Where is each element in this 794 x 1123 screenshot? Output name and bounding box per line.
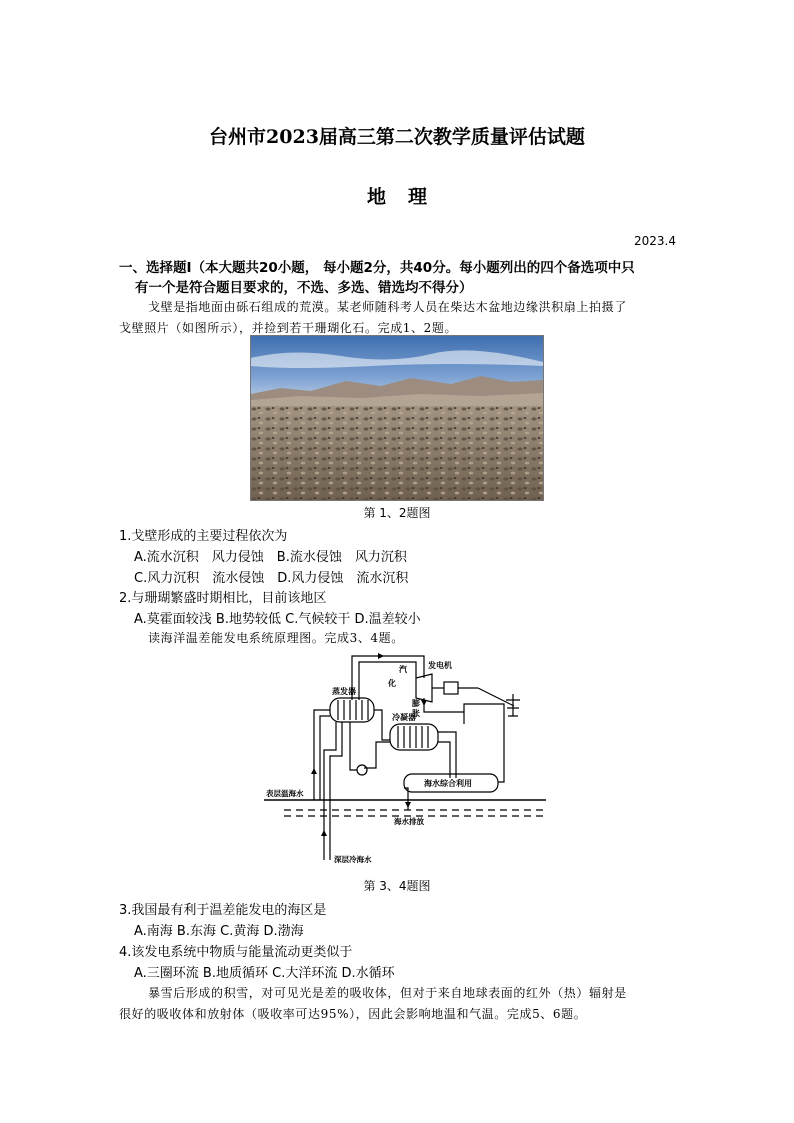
question-1-options-cd: C.风力沉积 流水侵蚀 D.风力侵蚀 流水沉积 (134, 571, 409, 586)
label-discharge: 海水排放 (394, 817, 424, 826)
label-expand2: 胀 (412, 709, 420, 718)
question-4-stem: 4.该发电系统中物质与能量流动更类似于 (119, 945, 353, 960)
gobi-photo (250, 335, 544, 501)
subject-title: 地理 (366, 186, 449, 208)
question-1-stem: 1.戈壁形成的主要过程依次为 (119, 529, 288, 544)
section-heading-line1: 一、选择题Ⅰ（本大题共20小题， 每小题2分，共40分。每小题列出的四个备选项中只 (119, 260, 635, 276)
figure2-caption: 第 3、4题图 (363, 879, 431, 893)
question-3-stem: 3.我国最有利于温差能发电的海区是 (119, 903, 327, 918)
label-surface-water: 表层温海水 (266, 789, 304, 798)
question-4-options: A.三圈环流 B.地质循环 C.大洋环流 D.水循环 (134, 966, 395, 981)
label-evaporator: 蒸发器 (332, 687, 356, 696)
label-utilization: 海水综合利用 (424, 779, 472, 788)
label-expand: 膨 (412, 699, 420, 708)
passage1-line1: 戈壁是指地面由砾石组成的荒漠。某老师随科考人员在柴达木盆地边缘洪积扇上拍摄了 (148, 300, 627, 314)
label-vapor2: 化 (388, 679, 396, 688)
figure1-caption: 第 1、2题图 (363, 506, 431, 520)
exam-date: 2023.4 (634, 234, 676, 248)
question-2-options: A.莫霍面较浅 B.地势较低 C.气候较干 D.温差较小 (134, 612, 421, 627)
passage1-line2: 戈壁照片（如图所示），并捡到若干珊瑚化石。完成1、2题。 (119, 321, 458, 335)
question-3-options: A.南海 B.东海 C.黄海 D.渤海 (134, 924, 304, 939)
passage2-line1: 读海洋温差能发电系统原理图。完成3、4题。 (148, 631, 404, 645)
section-heading-line2: 有一个是符合题目要求的，不选、多选、错选均不得分） (135, 280, 473, 296)
exam-title: 台州市2023届高三第二次教学质量评估试题 (209, 126, 585, 148)
question-2-stem: 2.与珊瑚繁盛时期相比，目前该地区 (119, 591, 327, 606)
question-1-options-ab: A.流水沉积 风力侵蚀 B.流水侵蚀 风力沉积 (134, 550, 407, 565)
label-deep-water: 深层冷海水 (334, 855, 372, 864)
label-condenser: 冷凝器 (392, 713, 416, 722)
label-vapor: 汽 (399, 665, 407, 674)
label-generator: 发电机 (428, 661, 452, 670)
passage3-line2: 很好的吸收体和放射体（吸收率可达95%），因此会影响地温和气温。完成5、6题。 (119, 1007, 587, 1021)
ocean-thermal-diagram (264, 650, 548, 870)
passage3-line1: 暴雪后形成的积雪，对可见光是差的吸收体，但对于来自地球表面的红外（热）辐射是 (148, 986, 627, 1000)
